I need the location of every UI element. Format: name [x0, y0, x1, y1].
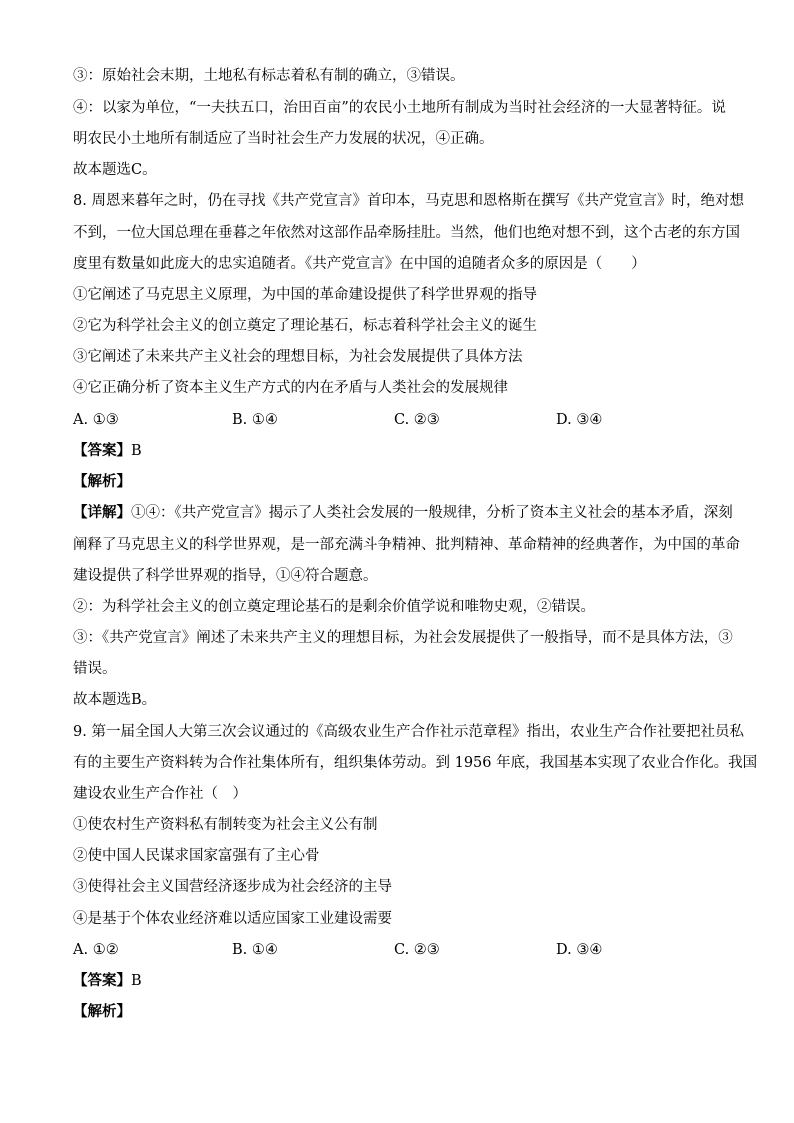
q8-stem-line-1: 8. 周恩来暮年之时，仍在寻找《共产党宣言》首印本，马克思和恩格斯在撰写《共产党宣言》时，绝对想 — [73, 193, 744, 209]
q9-stem-line-1: 9. 第一届全国人大第三次会议通过的《高级农业生产合作社示范章程》指出，农业生产合作社要把社员私 — [73, 724, 744, 740]
q8-answer-tag: 【答案】 — [73, 442, 131, 459]
q9-answer-tag: 【答案】 — [73, 972, 131, 989]
q8-answer-value: B — [131, 443, 142, 459]
q8-detail-line-6: 错误。 — [73, 661, 117, 677]
q8-options — [73, 410, 733, 430]
q9-option-a: A. ①② — [73, 942, 119, 958]
q9-option-c: C. ②③ — [394, 942, 440, 958]
q9-statement-2: ②使中国人民谋求国家富强有了主心骨 — [73, 848, 320, 864]
q8-option-b: B. ①④ — [232, 412, 278, 428]
q8-detail-line-5: ③：《共产党宣言》阐述了未来共产主义的理想目标，为社会发展提供了一般指导，而不是具体方法，③ — [73, 630, 733, 646]
q7-statement-3-analysis: ③：原始社会末期，土地私有标志着私有制的确立，③错误。 — [73, 68, 465, 84]
q9-statement-1: ①使农村生产资料私有制转变为社会主义公有制 — [73, 817, 378, 833]
q8-detail-line-3: 建设提供了科学世界观的指导，①④符合题意。 — [73, 568, 378, 584]
q8-option-c: C. ②③ — [394, 412, 440, 428]
q8-option-d: D. ③④ — [556, 412, 603, 428]
q8-stem-line-3: 度里有数量如此庞大的忠实追随者。《共产党宣言》在中国的追随者众多的原因是（ ） — [73, 256, 646, 272]
q8-detail-text-1: ①④：《共产党宣言》揭示了人类社会发展的一般规律，分析了资本主义社会的基本矛盾，深刻 — [131, 505, 733, 521]
q8-detail-line-2: 阐释了马克思主义的科学世界观，是一部充满斗争精神、批判精神、革命精神的经典著作，为中国的革命 — [73, 537, 740, 553]
q9-statement-3: ③使得社会主义国营经济逐步成为社会经济的主导 — [73, 879, 392, 895]
q9-option-d: D. ③④ — [556, 942, 603, 958]
q7-statement-4-analysis: ④：以家为单位，“一夫扶五口，治田百亩”的农民小土地所有制成为当时社会经济的一大显著特征。说 — [73, 100, 726, 116]
q7-statement-4-analysis-cont: 明农民小土地所有制适应了当时社会生产力发展的状况，④正确。 — [73, 131, 494, 147]
q8-analysis-tag: 【解析】 — [73, 473, 131, 490]
q8-option-a: A. ①③ — [73, 412, 119, 428]
q8-statement-4: ④它正确分析了资本主义生产方式的内在矛盾与人类社会的发展规律 — [73, 380, 508, 396]
q8-answer — [73, 441, 142, 461]
q8-conclusion: 故本题选B。 — [73, 692, 157, 708]
q9-analysis-heading — [73, 1002, 131, 1022]
q8-analysis-heading — [73, 472, 131, 492]
q8-detail-line-1 — [73, 503, 733, 523]
q7-conclusion: 故本题选C。 — [73, 162, 157, 178]
q8-statement-2: ②它为科学社会主义的创立奠定了理论基石，标志着科学社会主义的诞生 — [73, 318, 537, 334]
q9-stem-line-3: 建设农业生产合作社（ ） — [73, 786, 247, 802]
q8-statement-3: ③它阐述了未来共产主义社会的理想目标，为社会发展提供了具体方法 — [73, 349, 523, 365]
q9-statement-4: ④是基于个体农业经济难以适应国家工业建设需要 — [73, 911, 392, 927]
q9-options — [73, 940, 733, 960]
q8-detail-line-4: ②：为科学社会主义的创立奠定理论基石的是剩余价值学说和唯物史观，②错误。 — [73, 599, 595, 615]
q9-analysis-tag: 【解析】 — [73, 1003, 131, 1020]
q9-answer — [73, 971, 142, 991]
q9-answer-value: B — [131, 973, 142, 989]
q8-statement-1: ①它阐述了马克思主义原理，为中国的革命建设提供了科学世界观的指导 — [73, 287, 537, 303]
q9-stem-line-2: 有的主要生产资料转为合作社集体所有，组织集体劳动。到 1956 年底，我国基本实现了农业合作化。我国 — [73, 755, 758, 771]
q8-stem-line-2: 不到，一位大国总理在垂暮之年依然对这部作品牵肠挂肚。当然，他们也绝对想不到，这个古老的东方国 — [73, 225, 740, 241]
q8-detail-tag: 【详解】 — [73, 504, 131, 521]
q9-option-b: B. ①④ — [232, 942, 278, 958]
